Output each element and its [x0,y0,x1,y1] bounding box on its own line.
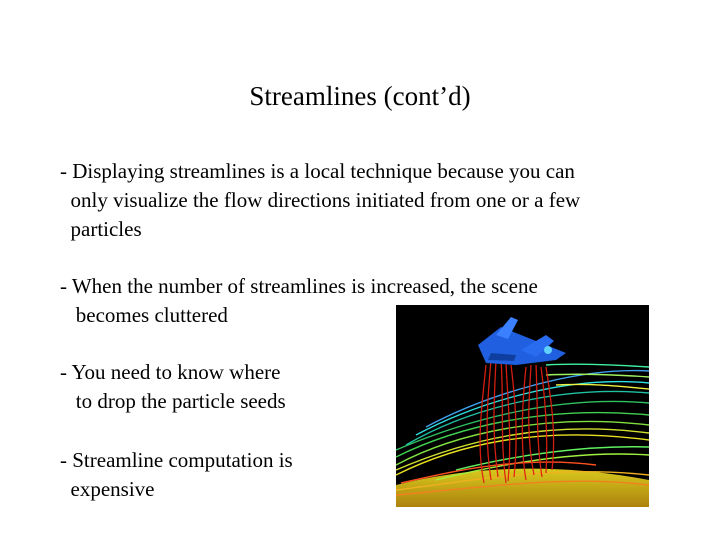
bullet-line: - Displaying streamlines is a local technique because you can [60,159,575,183]
bullet-line: only visualize the flow directions initiated from one or a few [60,188,581,212]
bullet-line: - When the number of streamlines is increased, the scene [60,274,538,298]
streamline-visualization-image [396,305,649,507]
bullet-line: - Streamline computation is [60,448,293,472]
bullet-local-technique [60,157,580,244]
slide-title: Streamlines (cont’d) [249,81,471,111]
bullet-line: to drop the particle seeds [60,389,286,413]
bullet-line: particles [60,217,142,241]
bullet-line: - You need to know where [60,360,281,384]
bullet-expensive [60,446,293,504]
bullet-seeds [60,358,286,416]
bullet-line: expensive [60,477,155,501]
bullet-line: becomes cluttered [60,303,228,327]
streamline-render [396,305,649,507]
